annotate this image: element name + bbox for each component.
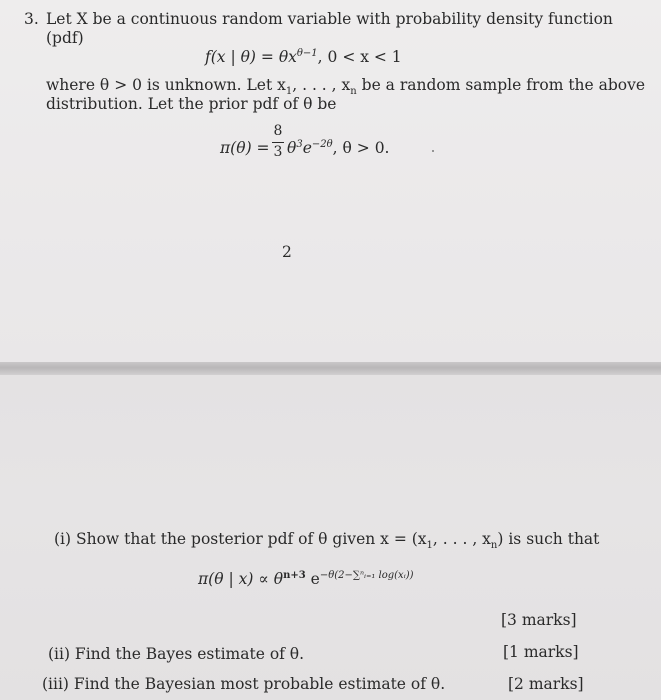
pdf-formula-domain: , 0 < x < 1 — [317, 48, 402, 66]
pdf-formula-main: f(x | θ) = θx — [205, 48, 297, 66]
where-line-2: distribution. Let the prior pdf of θ be — [46, 95, 337, 113]
prior-lhs: π(θ) = — [220, 139, 270, 157]
question-intro-line1: Let X be a continuous random variable with probability density function — [46, 10, 613, 28]
prior-domain: , θ > 0. — [332, 139, 390, 157]
question-number — [24, 10, 39, 28]
posterior-exp2: −θ(2−∑ⁿᵢ₌₁ log(xᵢ)) — [319, 569, 414, 581]
part-ii-marks: [1 marks] — [503, 643, 579, 661]
posterior-formula — [198, 570, 414, 588]
prior-rhs — [287, 139, 390, 157]
part-ii-text: (ii) Find the Bayes estimate of θ. — [48, 645, 305, 663]
where-line-1-mid: , . . . , x — [292, 76, 351, 94]
question-number-text: 3. — [24, 10, 39, 28]
where-line-1-end: be a random sample from the above — [356, 76, 646, 94]
pdf-formula-exponent: θ−1 — [296, 47, 318, 59]
where-line-1 — [46, 76, 646, 98]
question-intro-line2: (pdf) — [46, 29, 84, 47]
part-i-text — [54, 530, 600, 552]
where-line-1-sub1: 1 — [285, 86, 293, 98]
where-line-1-subn: n — [350, 86, 357, 98]
page-number: 2 — [282, 243, 292, 261]
prior-rhs-e: e — [302, 139, 312, 157]
part-i-start: (i) Show that the posterior pdf of θ given x = (x — [54, 530, 427, 548]
prior-fraction-bar — [272, 142, 284, 143]
pdf-formula — [205, 48, 402, 66]
posterior-e: e — [305, 570, 320, 588]
prior-rhs-exp2: −2θ — [311, 138, 333, 150]
part-i-end: ) is such that — [497, 530, 600, 548]
part-i-mid: , . . . , x — [432, 530, 491, 548]
part-i-subn: n — [490, 540, 498, 552]
part-i-sub1: 1 — [426, 540, 433, 552]
prior-fraction-numerator: 8 — [273, 123, 283, 139]
part-iii-marks: [2 marks] — [508, 675, 584, 693]
part-i-marks: [3 marks] — [501, 611, 577, 629]
posterior-lhs: π(θ | x) ∝ θ — [198, 570, 284, 588]
posterior-exp1: n+3 — [283, 569, 306, 581]
where-line-1-start: where θ > 0 is unknown. Let x — [46, 76, 286, 94]
prior-rhs-base: θ — [287, 139, 297, 157]
paper-speck — [432, 150, 434, 152]
sheet-fold — [0, 362, 661, 376]
part-iii-text: (iii) Find the Bayesian most probable estimate of θ. — [42, 675, 446, 693]
prior-rhs-exp1: 3 — [296, 138, 303, 150]
prior-fraction-denominator: 3 — [273, 144, 283, 160]
